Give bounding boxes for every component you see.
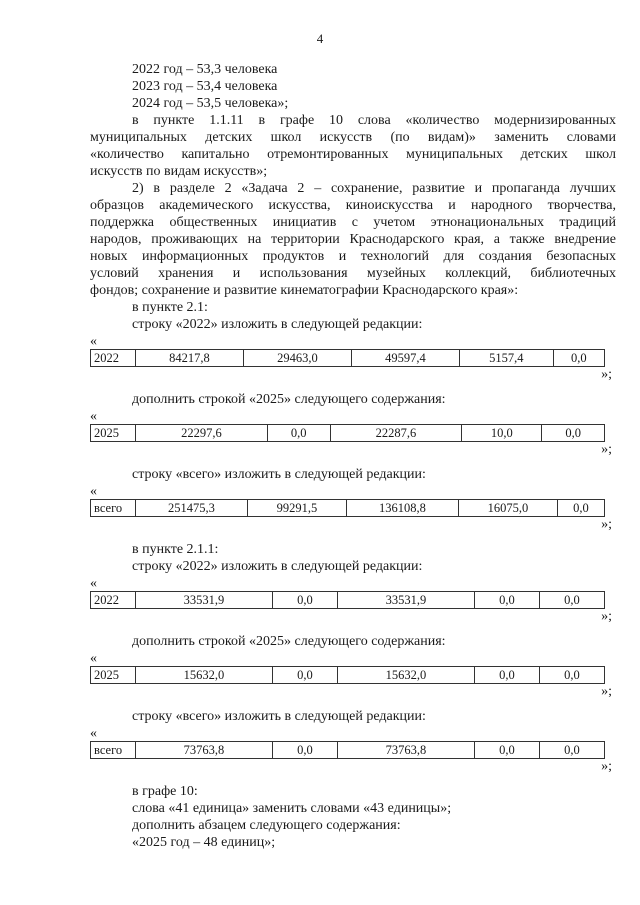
table-cell: 29463,0 [243, 350, 351, 367]
table-row-2022 [90, 591, 605, 609]
year-line: 2024 год – 53,5 человека»; [132, 96, 289, 111]
table-cell: 2022 [91, 350, 136, 367]
table-cell: 10,0 [462, 425, 542, 442]
text-line: народов, проживающих на территории Краснодарского края, а также внедрение [90, 232, 616, 247]
text-line: условий хранения и использования музейных коллекций, библиотечных [90, 266, 616, 281]
table-cell: 16075,0 [458, 500, 557, 517]
instruction-total: строку «всего» изложить в следующей редакции: [132, 467, 426, 482]
table-cell: всего [91, 500, 136, 517]
table-cell: 0,0 [539, 667, 604, 684]
quote-open: « [90, 576, 97, 591]
table-cell: 0,0 [474, 667, 539, 684]
table-cell: 84217,8 [136, 350, 244, 367]
table-cell: 0,0 [557, 500, 604, 517]
table-cell: 5157,4 [459, 350, 553, 367]
table-cell: 0,0 [542, 425, 605, 442]
table-cell: 22297,6 [136, 425, 268, 442]
text-line: в пункте 1.1.11 в графе 10 слова «количество модернизированных [132, 113, 616, 128]
paragraph-2 [90, 180, 616, 299]
table-cell: 33531,9 [136, 592, 273, 609]
quote-open: « [90, 334, 97, 349]
page-number: 4 [316, 31, 324, 46]
instruction-total: строку «всего» изложить в следующей редакции: [132, 709, 426, 724]
table-cell: 0,0 [539, 592, 604, 609]
text-line: «2025 год – 48 единиц»; [132, 835, 276, 850]
quote-close: »; [601, 442, 612, 457]
text-line: новых информационных продуктов и технологий для создания безопасных [90, 249, 616, 264]
instruction-2022: строку «2022» изложить в следующей редакции: [132, 317, 423, 332]
table-row-2025 [90, 666, 605, 684]
document-body [90, 61, 616, 851]
table-cell: 15632,0 [337, 667, 474, 684]
table-cell: 0,0 [474, 592, 539, 609]
table-cell: 2022 [91, 592, 136, 609]
quote-open: « [90, 651, 97, 666]
instruction-2025: дополнить строкой «2025» следующего содержания: [132, 634, 446, 649]
tail-paragraphs [90, 783, 616, 851]
instruction-2022: строку «2022» изложить в следующей редакции: [132, 559, 423, 574]
table-cell: 0,0 [553, 350, 604, 367]
table-cell: 2025 [91, 425, 136, 442]
text-line: слова «41 единица» заменить словами «43 единицы»; [132, 801, 452, 816]
text-line: фондов; сохранение и развитие кинематографии Краснодарского края»: [90, 283, 519, 298]
text-line: поддержка общественных инициатив с учетом этнонациональных традиций [90, 215, 616, 230]
year-line: 2023 год – 53,4 человека [132, 79, 278, 94]
text-line: искусств по видам искусств»; [90, 164, 268, 179]
text-line: в графе 10: [132, 784, 198, 799]
quote-close: »; [601, 759, 612, 774]
quote-close: »; [601, 367, 612, 382]
table-cell: 251475,3 [136, 500, 248, 517]
table-cell: 0,0 [272, 667, 337, 684]
quote-open: « [90, 409, 97, 424]
table-row-total [90, 741, 605, 759]
table-cell: 2025 [91, 667, 136, 684]
table-cell: 33531,9 [337, 592, 474, 609]
point-2-1-1-heading: в пункте 2.1.1: [132, 542, 219, 557]
quote-close: »; [601, 684, 612, 699]
quote-open: « [90, 484, 97, 499]
quote-open: « [90, 726, 97, 741]
paragraph-1 [90, 112, 616, 180]
table-cell: 49597,4 [351, 350, 459, 367]
table-cell: 136108,8 [346, 500, 458, 517]
text-line: образцов академического искусства, киноискусства и народного творчества, [90, 198, 616, 213]
instruction-2025: дополнить строкой «2025» следующего содержания: [132, 392, 446, 407]
point-2-1-heading: в пункте 2.1: [132, 300, 208, 315]
table-row-2022 [90, 349, 605, 367]
table-cell: 22287,6 [330, 425, 462, 442]
table-cell: 73763,8 [136, 742, 273, 759]
table-cell: 0,0 [267, 425, 330, 442]
table-row-2025 [90, 424, 605, 442]
years-list [90, 61, 616, 112]
table-row-total [90, 499, 605, 517]
table-cell: 0,0 [272, 742, 337, 759]
text-line: муниципальных детских школ искусств (по видам)» заменить словами [90, 130, 616, 145]
table-cell: 0,0 [272, 592, 337, 609]
table-cell: всего [91, 742, 136, 759]
table-cell: 0,0 [539, 742, 604, 759]
text-line: 2) в разделе 2 «Задача 2 – сохранение, развитие и пропаганда лучших [132, 181, 616, 196]
quote-close: »; [601, 609, 612, 624]
table-cell: 0,0 [474, 742, 539, 759]
table-cell: 73763,8 [337, 742, 474, 759]
text-line: дополнить абзацем следующего содержания: [132, 818, 401, 833]
table-cell: 15632,0 [136, 667, 273, 684]
table-cell: 99291,5 [247, 500, 346, 517]
year-line: 2022 год – 53,3 человека [132, 62, 278, 77]
text-line: «количество капитально отремонтированных муниципальных детских школ [90, 147, 616, 162]
quote-close: »; [601, 517, 612, 532]
